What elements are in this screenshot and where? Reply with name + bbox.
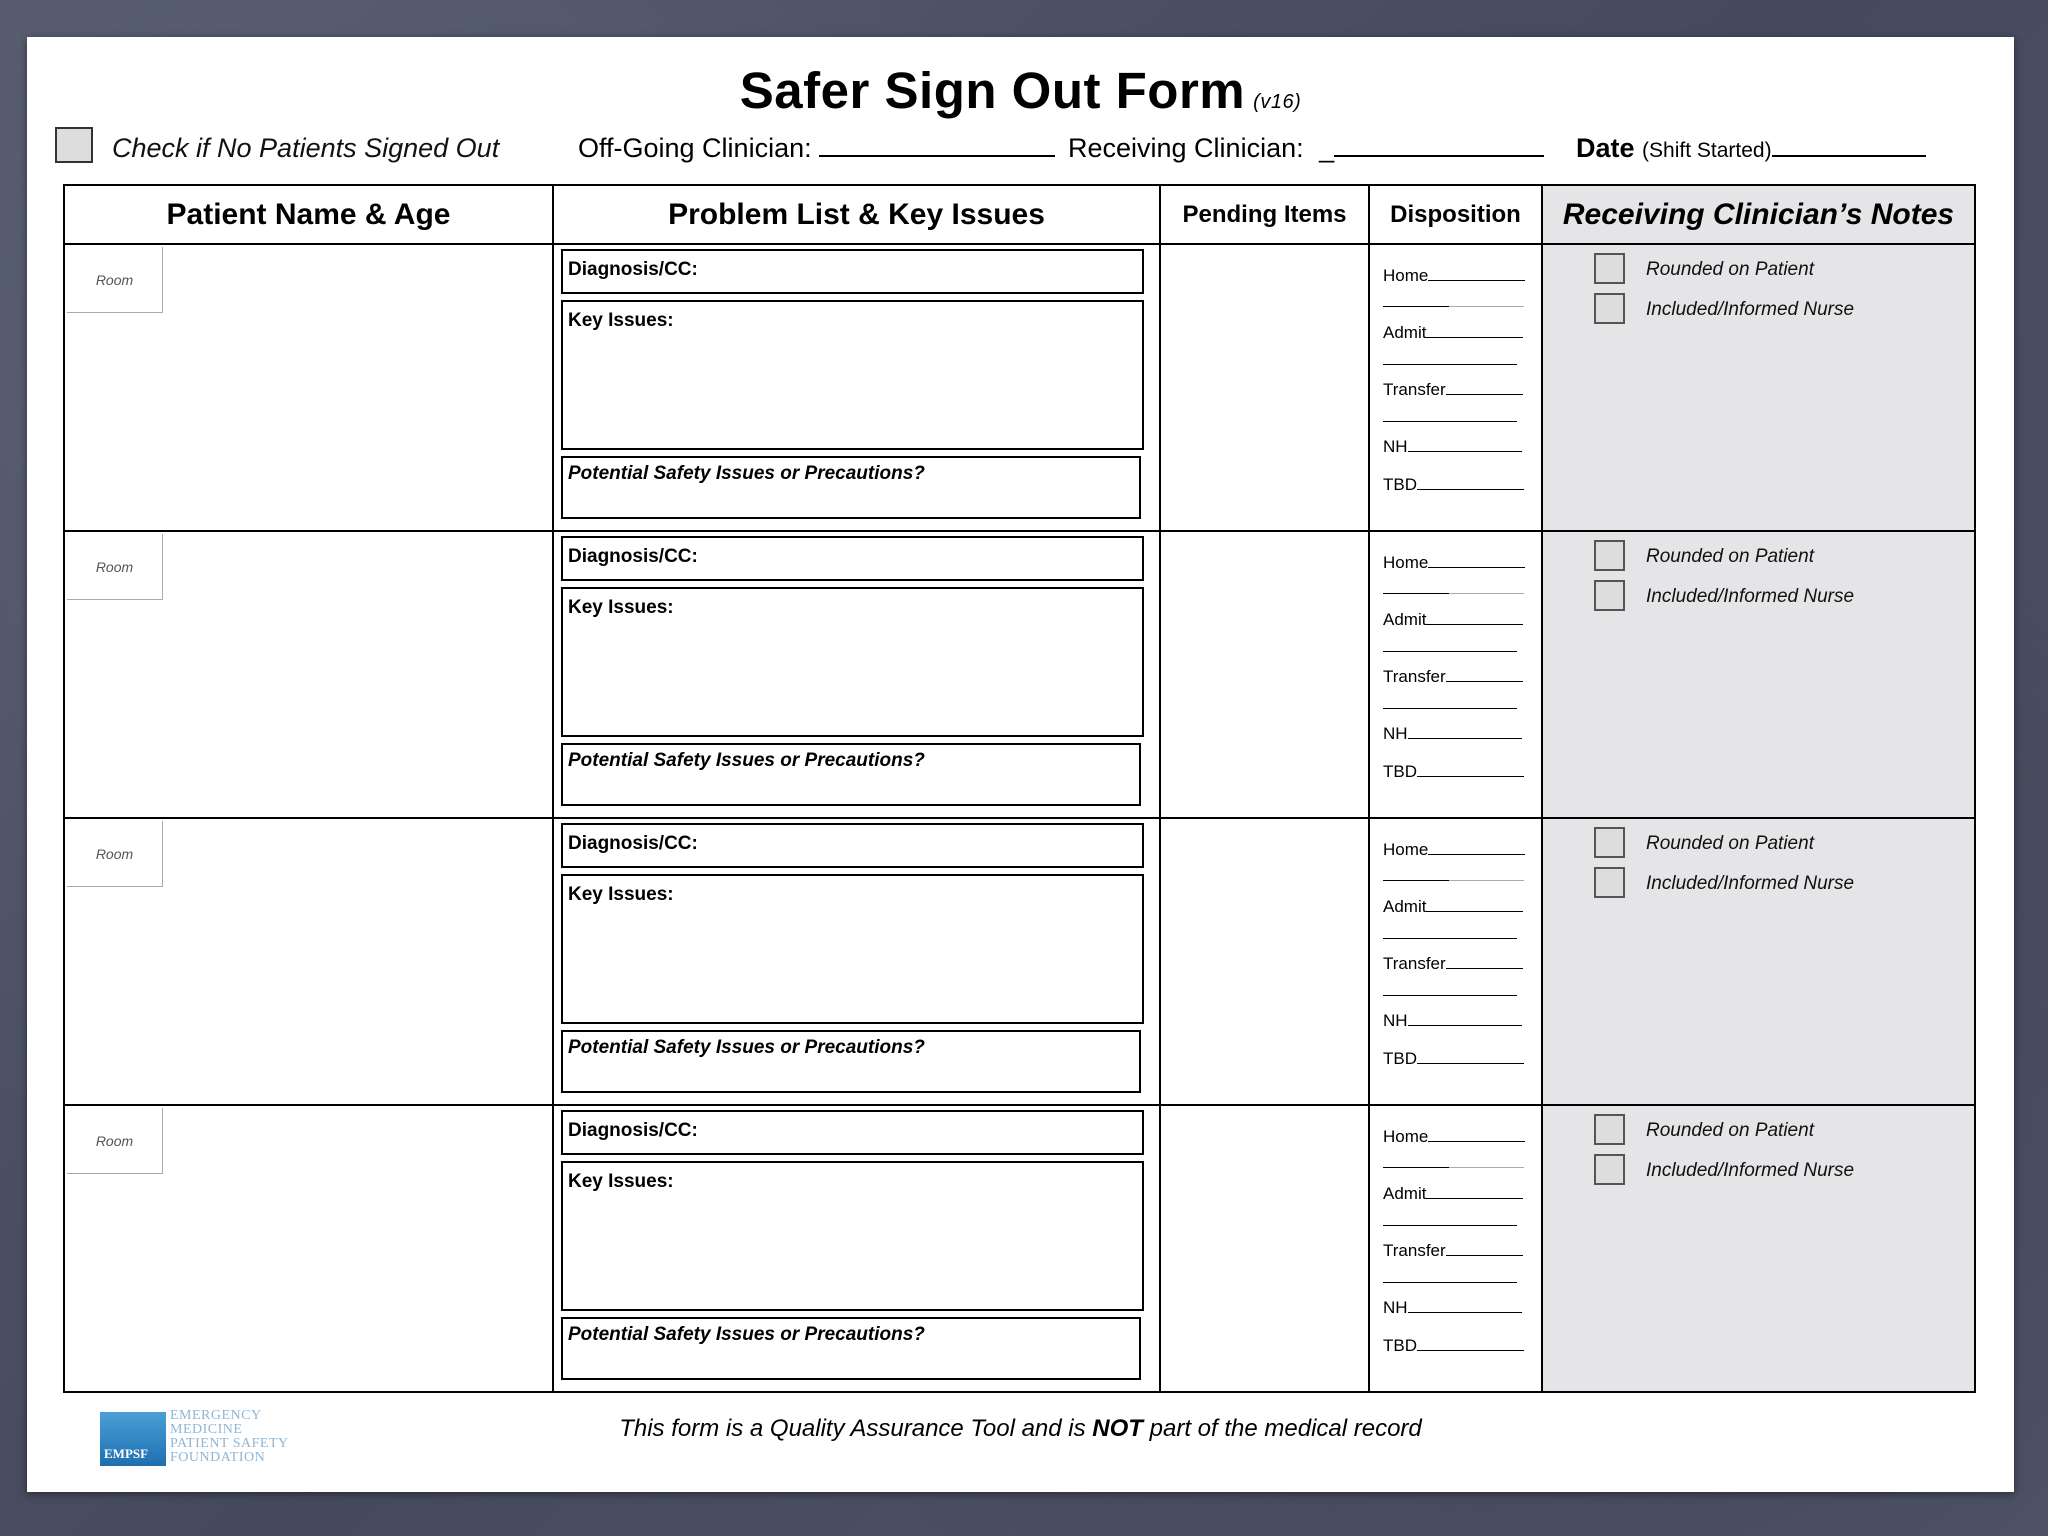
pending-items-cell[interactable] — [1160, 1105, 1369, 1392]
problem-cell — [553, 244, 1160, 531]
dispo-transfer-line2[interactable] — [1383, 1269, 1517, 1286]
dispo-admit-line2[interactable] — [1383, 638, 1517, 655]
dispo-home[interactable] — [1383, 1128, 1525, 1145]
dispo-tbd-blank[interactable] — [1417, 1350, 1524, 1351]
patient-cell[interactable] — [64, 1105, 553, 1392]
disposition-cell — [1369, 244, 1542, 531]
disclaimer-bold: NOT — [1092, 1415, 1143, 1442]
dispo-home-label: Home — [1383, 1127, 1429, 1146]
dispo-nh[interactable] — [1383, 725, 1522, 742]
pending-items-cell[interactable] — [1160, 531, 1369, 818]
patient-row — [64, 1105, 1975, 1392]
dispo-transfer-blank2[interactable] — [1383, 421, 1517, 422]
dispo-admit-blank[interactable] — [1426, 1198, 1523, 1199]
dispo-admit-blank[interactable] — [1426, 624, 1523, 625]
informed-nurse-checkbox[interactable] — [1594, 580, 1625, 611]
dispo-home-line2[interactable] — [1383, 293, 1524, 310]
safety-issues-label: Potential Safety Issues or Precautions? — [568, 1324, 925, 1345]
dispo-transfer-label: Transfer — [1383, 380, 1446, 399]
dispo-transfer-label: Transfer — [1383, 954, 1446, 973]
dispo-transfer-blank[interactable] — [1446, 1255, 1523, 1256]
key-issues-box[interactable] — [561, 874, 1144, 1024]
col-header-problem: Problem List & Key Issues — [553, 185, 1160, 244]
col-header-pending: Pending Items — [1160, 185, 1369, 244]
diagnosis-label: Diagnosis/CC: — [568, 833, 698, 854]
receiving-notes-cell[interactable] — [1542, 244, 1975, 531]
rounded-checkbox[interactable] — [1594, 253, 1625, 284]
form-title — [27, 61, 2014, 120]
dispo-home-blank[interactable] — [1428, 567, 1525, 568]
rounded-label: Rounded on Patient — [1646, 833, 1814, 854]
patient-cell[interactable] — [64, 531, 553, 818]
dispo-tbd[interactable] — [1383, 763, 1524, 780]
dispo-nh-label: NH — [1383, 437, 1408, 456]
dispo-admit-blank[interactable] — [1426, 337, 1523, 338]
dispo-admit-line2[interactable] — [1383, 351, 1517, 368]
dispo-admit-label: Admit — [1383, 323, 1427, 342]
logo-abbr: EMPSF — [104, 1446, 149, 1461]
form-title-text: Safer Sign Out Form — [739, 62, 1246, 119]
problem-cell — [553, 531, 1160, 818]
dispo-transfer-blank[interactable] — [1446, 394, 1523, 395]
safety-issues-box[interactable] — [561, 1317, 1141, 1380]
patient-cell[interactable] — [64, 244, 553, 531]
safety-issues-label: Potential Safety Issues or Precautions? — [568, 750, 925, 771]
room-label: Room — [95, 558, 134, 575]
informed-nurse-checkbox[interactable] — [1594, 293, 1625, 324]
dispo-home-blank[interactable] — [1428, 1141, 1525, 1142]
dispo-admit[interactable] — [1383, 324, 1523, 341]
diagnosis-label: Diagnosis/CC: — [568, 1120, 698, 1141]
form-version: (v16) — [1253, 91, 1302, 113]
offgoing-clinician-field[interactable] — [578, 133, 1055, 164]
dispo-tbd-label: TBD — [1383, 475, 1417, 494]
dispo-nh-label: NH — [1383, 1298, 1408, 1317]
dispo-transfer-line2[interactable] — [1383, 982, 1517, 999]
receiving-clinician-blank[interactable] — [1334, 133, 1544, 157]
dispo-tbd-label: TBD — [1383, 1049, 1417, 1068]
dispo-home-blank2[interactable] — [1383, 880, 1449, 881]
date-label: Date — [1576, 133, 1635, 163]
dispo-transfer-label: Transfer — [1383, 667, 1446, 686]
dispo-home-line2[interactable] — [1383, 1154, 1524, 1171]
date-field[interactable] — [1576, 133, 1926, 164]
room-box[interactable] — [67, 534, 163, 600]
key-issues-label: Key Issues: — [568, 884, 674, 905]
dispo-home-line2[interactable] — [1383, 867, 1524, 884]
diagnosis-box[interactable] — [561, 249, 1144, 294]
diagnosis-box[interactable] — [561, 823, 1144, 868]
dispo-home-blank2[interactable] — [1383, 1167, 1449, 1168]
disposition-cell — [1369, 531, 1542, 818]
rounded-label: Rounded on Patient — [1646, 1120, 1814, 1141]
diagnosis-box[interactable] — [561, 536, 1144, 581]
footer-disclaimer — [27, 1415, 2014, 1443]
informed-nurse-label: Included/Informed Nurse — [1646, 873, 1855, 894]
receiving-clinician-field[interactable] — [1068, 133, 1544, 164]
informed-nurse-label: Included/Informed Nurse — [1646, 1160, 1855, 1181]
room-box[interactable] — [67, 821, 163, 887]
safety-issues-box[interactable] — [561, 743, 1141, 806]
dispo-tbd-blank[interactable] — [1417, 776, 1524, 777]
offgoing-clinician-label: Off-Going Clinician: — [578, 133, 812, 163]
dispo-home-line2[interactable] — [1383, 580, 1524, 597]
patient-row — [64, 818, 1975, 1105]
safety-issues-box[interactable] — [561, 456, 1141, 519]
dispo-home[interactable] — [1383, 841, 1525, 858]
room-label: Room — [95, 845, 134, 862]
dispo-home-label: Home — [1383, 553, 1429, 572]
key-issues-box[interactable] — [561, 587, 1144, 737]
dispo-tbd[interactable] — [1383, 476, 1524, 493]
dispo-transfer-blank[interactable] — [1446, 681, 1523, 682]
rounded-label: Rounded on Patient — [1646, 546, 1814, 567]
dispo-admit-blank2[interactable] — [1383, 651, 1517, 652]
room-box[interactable] — [67, 247, 163, 313]
rounded-checkbox[interactable] — [1594, 540, 1625, 571]
dispo-admit[interactable] — [1383, 611, 1523, 628]
dispo-tbd-blank[interactable] — [1417, 489, 1524, 490]
pending-items-cell[interactable] — [1160, 818, 1369, 1105]
informed-nurse-checkbox[interactable] — [1594, 1154, 1625, 1185]
dispo-transfer-blank2[interactable] — [1383, 995, 1517, 996]
dispo-home-label: Home — [1383, 266, 1429, 285]
dispo-admit-label: Admit — [1383, 897, 1427, 916]
logo-line: PATIENT SAFETY — [170, 1436, 289, 1451]
pending-items-cell[interactable] — [1160, 244, 1369, 531]
dispo-home-blank2[interactable] — [1383, 593, 1449, 594]
dispo-nh-blank[interactable] — [1408, 1025, 1522, 1026]
dispo-home[interactable] — [1383, 267, 1525, 284]
informed-nurse-checkbox[interactable] — [1594, 867, 1625, 898]
dispo-home-blank3[interactable] — [1449, 306, 1524, 307]
dispo-tbd[interactable] — [1383, 1050, 1524, 1067]
patient-row — [64, 531, 1975, 818]
problem-cell — [553, 818, 1160, 1105]
date-sublabel: (Shift Started) — [1642, 139, 1772, 162]
disposition-cell — [1369, 1105, 1542, 1392]
dispo-home-blank3[interactable] — [1449, 1167, 1524, 1168]
room-box[interactable] — [67, 1108, 163, 1174]
no-patients-checkbox[interactable] — [55, 127, 93, 163]
dispo-transfer-line2[interactable] — [1383, 695, 1517, 712]
dispo-nh[interactable] — [1383, 1299, 1522, 1316]
dispo-transfer-line2[interactable] — [1383, 408, 1517, 425]
patient-cell[interactable] — [64, 818, 553, 1105]
rounded-label: Rounded on Patient — [1646, 259, 1814, 280]
dispo-admit[interactable] — [1383, 1185, 1523, 1202]
logo-line: EMERGENCY — [170, 1408, 262, 1423]
rounded-checkbox[interactable] — [1594, 827, 1625, 858]
room-label: Room — [95, 271, 134, 288]
col-header-patient: Patient Name & Age — [64, 185, 553, 244]
dispo-home[interactable] — [1383, 554, 1525, 571]
dispo-tbd-blank[interactable] — [1417, 1063, 1524, 1064]
key-issues-label: Key Issues: — [568, 597, 674, 618]
logo-line: MEDICINE — [170, 1422, 243, 1437]
dispo-admit[interactable] — [1383, 898, 1523, 915]
receiving-notes-cell[interactable] — [1542, 531, 1975, 818]
safety-issues-label: Potential Safety Issues or Precautions? — [568, 1037, 925, 1058]
diagnosis-label: Diagnosis/CC: — [568, 259, 698, 280]
problem-cell — [553, 1105, 1160, 1392]
dispo-admit-blank2[interactable] — [1383, 364, 1517, 365]
dispo-tbd-label: TBD — [1383, 1336, 1417, 1355]
dispo-nh-blank[interactable] — [1408, 1312, 1522, 1313]
disclaimer-post: part of the medical record — [1142, 1415, 1422, 1442]
dispo-transfer[interactable] — [1383, 668, 1523, 685]
sign-out-table — [63, 184, 1976, 1393]
no-patients-label: Check if No Patients Signed Out — [112, 133, 500, 163]
dispo-admit-blank2[interactable] — [1383, 938, 1517, 939]
dispo-nh[interactable] — [1383, 1012, 1522, 1029]
dispo-nh-label: NH — [1383, 1011, 1408, 1030]
col-header-disposition: Disposition — [1369, 185, 1542, 244]
dispo-transfer-blank[interactable] — [1446, 968, 1523, 969]
dispo-nh-blank[interactable] — [1408, 451, 1522, 452]
dispo-transfer-blank2[interactable] — [1383, 1282, 1517, 1283]
informed-nurse-label: Included/Informed Nurse — [1646, 299, 1855, 320]
dispo-home-blank3[interactable] — [1449, 880, 1524, 881]
dispo-admit-label: Admit — [1383, 610, 1427, 629]
dispo-nh[interactable] — [1383, 438, 1522, 455]
dispo-transfer[interactable] — [1383, 955, 1523, 972]
dispo-home-blank[interactable] — [1428, 854, 1525, 855]
dispo-home-blank3[interactable] — [1449, 593, 1524, 594]
receiving-notes-cell[interactable] — [1542, 818, 1975, 1105]
diagnosis-box[interactable] — [561, 1110, 1144, 1155]
dispo-admit-blank[interactable] — [1426, 911, 1523, 912]
col-header-notes: Receiving Clinician’s Notes — [1542, 185, 1975, 244]
dispo-admit-blank2[interactable] — [1383, 1225, 1517, 1226]
dispo-admit-line2[interactable] — [1383, 925, 1517, 942]
dispo-home-blank[interactable] — [1428, 280, 1525, 281]
dispo-home-blank2[interactable] — [1383, 306, 1449, 307]
disclaimer-pre: This form is a Quality Assurance Tool and is — [619, 1415, 1093, 1442]
receiving-clinician-prefix: _ — [1319, 133, 1335, 163]
informed-nurse-label: Included/Informed Nurse — [1646, 586, 1855, 607]
dispo-transfer[interactable] — [1383, 1242, 1523, 1259]
rounded-checkbox[interactable] — [1594, 1114, 1625, 1145]
receiving-clinician-label: Receiving Clinician: — [1068, 133, 1304, 163]
key-issues-label: Key Issues: — [568, 1171, 674, 1192]
header-row — [64, 185, 1975, 244]
dispo-transfer[interactable] — [1383, 381, 1523, 398]
dispo-admit-line2[interactable] — [1383, 1212, 1517, 1229]
offgoing-clinician-blank[interactable] — [819, 133, 1055, 157]
key-issues-box[interactable] — [561, 1161, 1144, 1311]
dispo-nh-label: NH — [1383, 724, 1408, 743]
receiving-notes-cell[interactable] — [1542, 1105, 1975, 1392]
safety-issues-box[interactable] — [561, 1030, 1141, 1093]
safety-issues-label: Potential Safety Issues or Precautions? — [568, 463, 925, 484]
dispo-tbd-label: TBD — [1383, 762, 1417, 781]
dispo-transfer-blank2[interactable] — [1383, 708, 1517, 709]
dispo-nh-blank[interactable] — [1408, 738, 1522, 739]
disposition-cell — [1369, 818, 1542, 1105]
dispo-admit-label: Admit — [1383, 1184, 1427, 1203]
dispo-home-label: Home — [1383, 840, 1429, 859]
key-issues-box[interactable] — [561, 300, 1144, 450]
key-issues-label: Key Issues: — [568, 310, 674, 331]
date-blank[interactable] — [1772, 133, 1926, 157]
diagnosis-label: Diagnosis/CC: — [568, 546, 698, 567]
logo-line: FOUNDATION — [170, 1450, 266, 1465]
room-label: Room — [95, 1132, 134, 1149]
dispo-transfer-label: Transfer — [1383, 1241, 1446, 1260]
dispo-tbd[interactable] — [1383, 1337, 1524, 1354]
sign-out-form-sheet — [27, 37, 2014, 1492]
patient-row — [64, 244, 1975, 531]
